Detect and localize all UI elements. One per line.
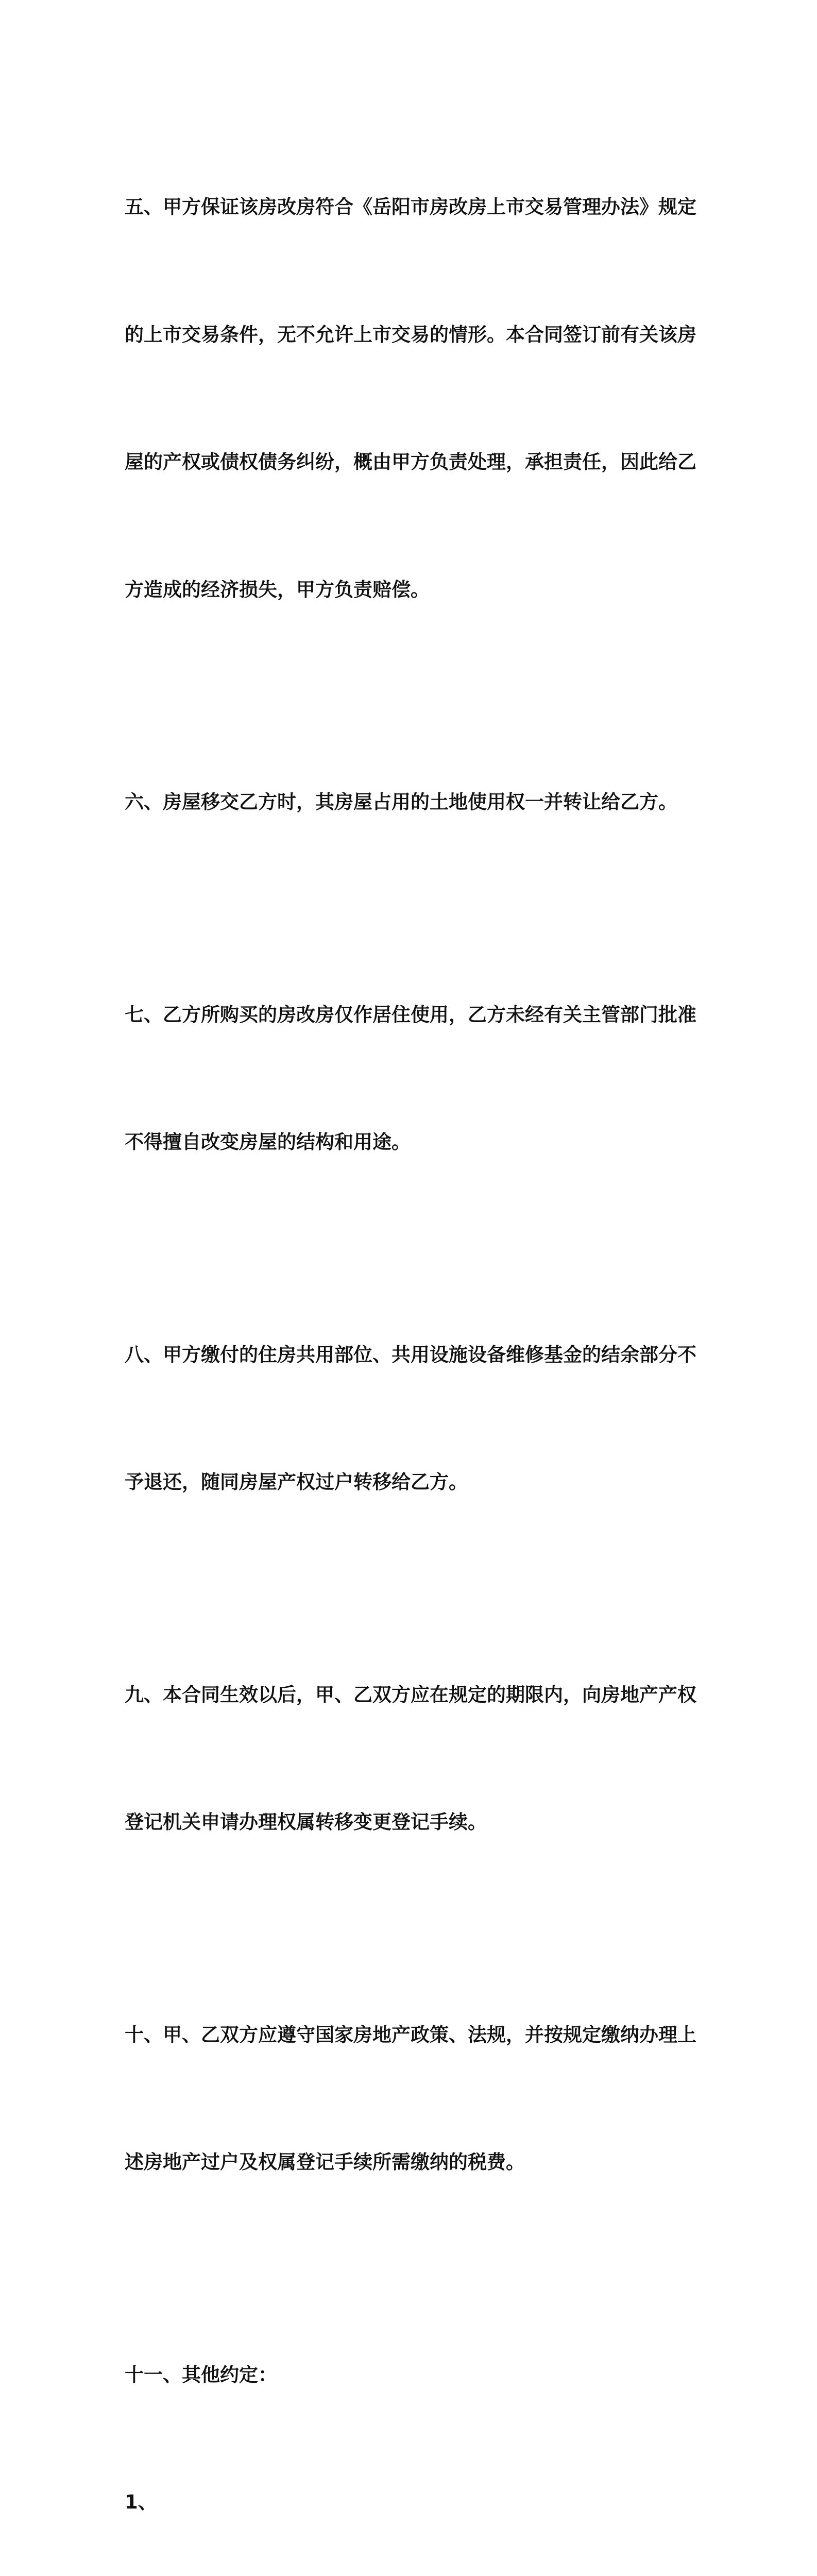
clause-9 (125, 1589, 696, 1929)
clause-8 (125, 1249, 696, 1589)
clause-5-line-2: 的上市交易条件，无不允许上市交易的情形。本合同签订前有关该房 (125, 314, 696, 357)
clause-10-line-1: 十、甲、乙双方应遵守国家房地产政策、法规，并按规定缴纳办理上 (125, 2014, 696, 2057)
clause-6-line-1: 六、房屋移交乙方时，其房屋占用的土地使用权一并转让给乙方。 (125, 781, 696, 824)
clause-11-item-1: 1、 (125, 2481, 696, 2524)
clause-11-heading: 十一、其他约定： (125, 2354, 696, 2397)
clause-8-line-2: 予退还，随同房屋产权过户转移给乙方。 (125, 1461, 696, 1504)
clause-9-line-2: 登记机关申请办理权属转移变更登记手续。 (125, 1801, 696, 1844)
clause-5 (125, 101, 696, 696)
clause-10-line-2: 述房地产过户及权属登记手续所需缴纳的税费。 (125, 2141, 696, 2184)
document-page (0, 0, 817, 1156)
clause-8-line-1: 八、甲方缴付的住房共用部位、共用设施设备维修基金的结余部分不 (125, 1334, 696, 1377)
clause-7-line-1: 七、乙方所购买的房改房仅作居住使用，乙方未经有关主管部门批准 (125, 994, 696, 1037)
clause-5-line-1: 五、甲方保证该房改房符合《岳阳市房改房上市交易管理办法》规定 (125, 186, 696, 229)
clause-5-line-4: 方造成的经济损失，甲方负责赔偿。 (125, 569, 696, 612)
contract-body (125, 101, 696, 2576)
clause-11 (125, 2269, 696, 2576)
clause-5-line-3: 屋的产权或债权债务纠纷，概由甲方负责处理，承担责任，因此给乙 (125, 441, 696, 484)
clause-10 (125, 1929, 696, 2269)
clause-6 (125, 696, 696, 909)
clause-7-line-2: 不得擅自改变房屋的结构和用途。 (125, 1121, 696, 1164)
clause-9-line-1: 九、本合同生效以后，甲、乙双方应在规定的期限内，向房地产产权 (125, 1674, 696, 1717)
clause-7 (125, 909, 696, 1249)
